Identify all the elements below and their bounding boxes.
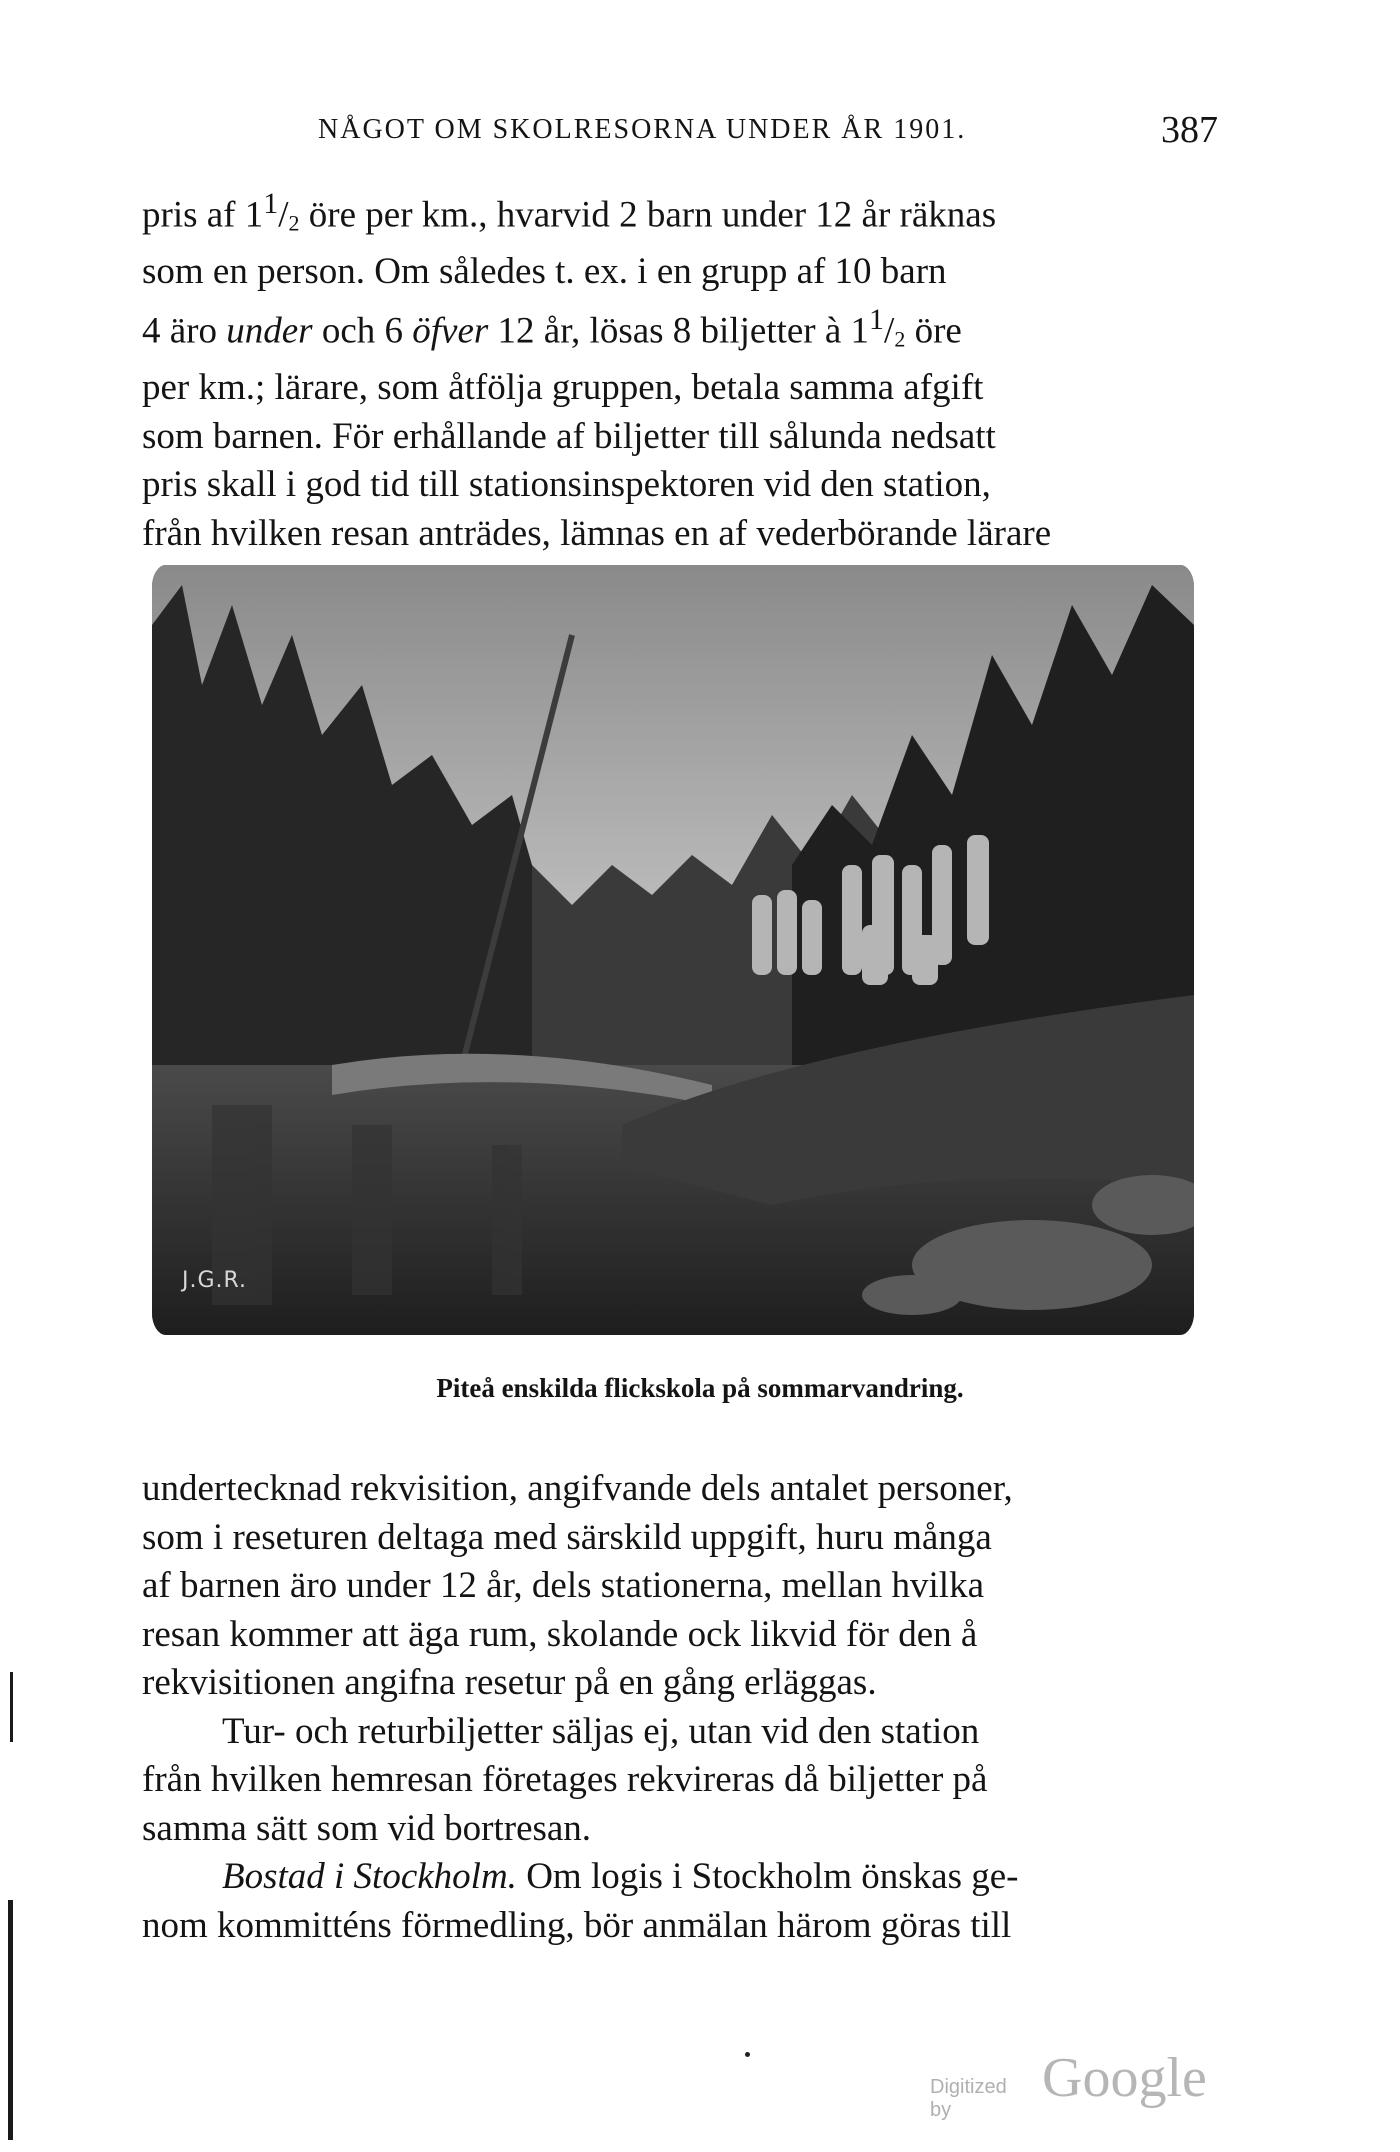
figure-caption: Piteå enskilda flickskola på sommarvandring. <box>436 1373 964 1403</box>
margin-scan-line <box>8 1900 13 2140</box>
fraction-numerator: 1 <box>869 303 885 337</box>
top-paragraph <box>142 180 1192 558</box>
text-line: samma sätt som vid bortresan. <box>142 1807 592 1849</box>
page-header <box>318 108 1218 158</box>
person <box>912 935 938 985</box>
fraction-numerator: 1 <box>263 187 279 220</box>
photographer-monogram: J.G.R. <box>182 1268 248 1293</box>
text-line: pris skall i god tid till stationsinspektoren vid den station, <box>142 464 991 506</box>
text-line: af barnen äro under 12 år, dels stationerna, mellan hvilka <box>142 1565 985 1606</box>
text-line: Tur- och returbiljetter säljas ej, utan vid den station <box>222 1710 980 1752</box>
bottom-text <box>142 1465 1192 1950</box>
person <box>967 835 989 945</box>
margin-scan-line <box>10 1672 13 1742</box>
text-line: från hvilken hemresan företages rekvireras då biljetter på <box>142 1759 988 1800</box>
fraction-slash: / <box>278 194 289 236</box>
text-line: undertecknad rekvisition, angifvande dels antalet personer, <box>142 1468 1013 1509</box>
person <box>802 900 822 975</box>
photograph-forest-lake <box>152 565 1194 1335</box>
text-line: pris af $1^1/2$ öre per km., hvarvid 2 barn under 12 år räknas <box>142 187 997 236</box>
section-heading-italic: Bostad i Stockholm. <box>222 1856 517 1897</box>
fraction-denominator: 2 <box>894 326 906 352</box>
stray-mark <box>745 2052 750 2057</box>
text-line: rekvisitionen angifna resetur på en gång erläggas. <box>142 1662 877 1703</box>
text-line: resan kommer att äga rum, skolande ock likvid för den å <box>142 1613 978 1655</box>
emphasis-under: under <box>226 310 313 352</box>
digitized-label: Digitized by <box>930 2076 1007 2121</box>
page-number: 387 <box>1161 109 1218 151</box>
google-logo: Google <box>1042 2047 1207 2109</box>
photo-illustration <box>152 565 1194 1335</box>
text-line: Bostad i Stockholm. Om logis i Stockholm önskas ge- <box>222 1856 1019 1897</box>
reflection <box>352 1125 392 1295</box>
fraction-denominator: 2 <box>288 210 300 236</box>
fraction-slash: / <box>884 310 895 352</box>
person <box>842 865 862 975</box>
person <box>777 890 797 975</box>
rock <box>862 1275 962 1315</box>
text-line: nom kommitténs förmedling, bör anmälan härom göras till <box>142 1904 1012 1946</box>
text-line: per km.; lärare, som åtfölja gruppen, betala samma afgift <box>142 367 984 409</box>
running-title: NÅGOT OM SKOLRESORNA UNDER ÅR 1901. <box>318 114 967 145</box>
person <box>862 925 888 985</box>
text-line: som i reseturen deltaga med särskild uppgift, huru många <box>142 1516 992 1558</box>
text-line: från hvilken resan anträdes, lämnas en af vederbörande lärare <box>142 512 1052 554</box>
emphasis-ofver: öfver <box>412 310 489 352</box>
text-line: som en person. Om således t. ex. i en grupp af 10 barn <box>142 250 947 292</box>
person <box>752 895 772 975</box>
reflection <box>492 1145 522 1295</box>
text-line: som barnen. För erhållande af biljetter till sålunda nedsatt <box>142 415 996 457</box>
text-line: 4 äro under och 6 öfver 12 år, lösas 8 biljetter à $1^1/2$ öre <box>142 303 962 352</box>
